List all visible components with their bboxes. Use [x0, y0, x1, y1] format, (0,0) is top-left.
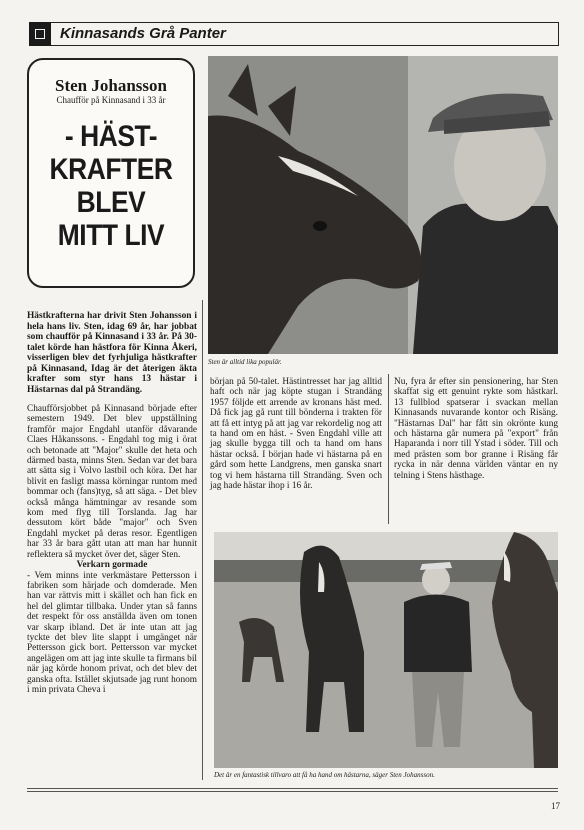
footer-rule: [27, 791, 558, 792]
section-title: Kinnasands Grå Panter: [60, 25, 226, 42]
headline-line: MITT LIV: [57, 219, 165, 252]
author-role: Chaufför på Kinnasand i 33 år: [56, 95, 166, 105]
photo-horses-in-pasture: [214, 532, 558, 768]
body-column-2: början på 50-talet. Hästintresset har jag alltid haft och när jag köpte stugan i Strandäng 1957 följde ett arrende av kronans häst med. Då fick jag gå runt till bönderna i trakten för att få ett intyg på att jag var rekordelig nog att ta hand om en häst. - Sven Engdahl ville att jag skulle bygga till och ta hand om hans hästar också. I början hade vi hästarna på en gård som hette Landgrens, men ganska snart tog vi hem hästarna till Strandäng. Sven och jag hade hästar ihop i 16 år.: [210, 377, 382, 492]
headline: [37, 120, 185, 252]
subheading: Verkarn gormade: [76, 560, 148, 571]
headline-line: - HÄST-: [64, 120, 158, 153]
headline-line: BLEV: [76, 186, 146, 219]
headline-line: KRAFTER: [49, 153, 173, 186]
footer-rule: [27, 788, 558, 789]
horse-and-man-illustration: [208, 56, 558, 354]
caption-bottom: Det är en fantastisk tillvaro att få ha hand om hästarna, säger Sten Johansson.: [214, 771, 435, 779]
author-name: Sten Johansson: [55, 76, 167, 95]
pasture-illustration: [214, 532, 558, 768]
page-number: 17: [551, 801, 560, 811]
body-text: Chaufförsjobbet på Kinnasand började efter semestern 1949. Det blev uppställning framför major Engdahl utanför dåvarande Claes Håkanssons. - Engdahl tog mig i örat och betonade att "Major" skulle det heta och därmed basta, minns Sten. Sedan var det bara att sätta sig i Volvo lastbil och köra. Det har blivit en fasligt massa körningar runtom med bommar och (fans)tyg, så att säga. - Det blev också många hämtningar av resande som kom med flyg till Torslanda. Jag har dessutom kört både "major" och Sven Engdahl mycket på deras resor. Egentligen har 33 år bara gått utan att man har hunnit reflektera så mycket över det, säger Sten.: [27, 404, 197, 560]
caption-top: Sten är alltid lika populär.: [208, 358, 282, 366]
intro-paragraph: Hästkrafterna har drivit Sten Johansson i hela hans liv. Sten, idag 69 år, har jobbat som chaufför på Kinnasand i 33 år. På 30-talet körde han hästfora för Kinna Åkeri, visserligen blev det fyrhjuliga hästkrafter på Kinnasand, Idag är det återigen äkta krafter som styr hans 13 hästar i Hästarnas dal på Strandäng.: [27, 311, 197, 395]
photo-man-with-horse: [208, 56, 558, 354]
column-divider: [388, 374, 389, 524]
body-text: - Vem minns inte verkmästare Pettersson i fabriken som härjade och domderade. Men han var rättvis mitt i skället och han fick en hel del glimtar tillbaka. Under ytan så fanns det respekt för oss anställda även om tonen var skarp ibland. Det är inte utan att jag tyckte det blev lite slappt i umgänget när Pettersson gick bort. Pettersson var mycket angelägen om att jag inte skulle ta firmans bil när jag körde honom privat, och det blev det ganska ofta. Istället skjutsade jag runt honom i min privata Cheva i: [27, 570, 197, 695]
body-column-1: [27, 404, 197, 695]
body-column-3: Nu, fyra år efter sin pensionering, har Sten skaffat sig ett genuint rykte som hästkarl. 13 fullblod spatserar i svackan mellan Kinnasands nuvarande kontor och Risäng. "Hästarnas Dal" har fått sin okrönte kung och hästarna går numera på "export" från Haparanda i norr till Ystad i söder. Till och med prästen som bor granne i Risäng får rycka in när denna världen väntar en ny telning i Stens hästhage.: [394, 377, 558, 481]
column-divider: [202, 300, 203, 780]
square-logo-icon: [29, 22, 51, 46]
